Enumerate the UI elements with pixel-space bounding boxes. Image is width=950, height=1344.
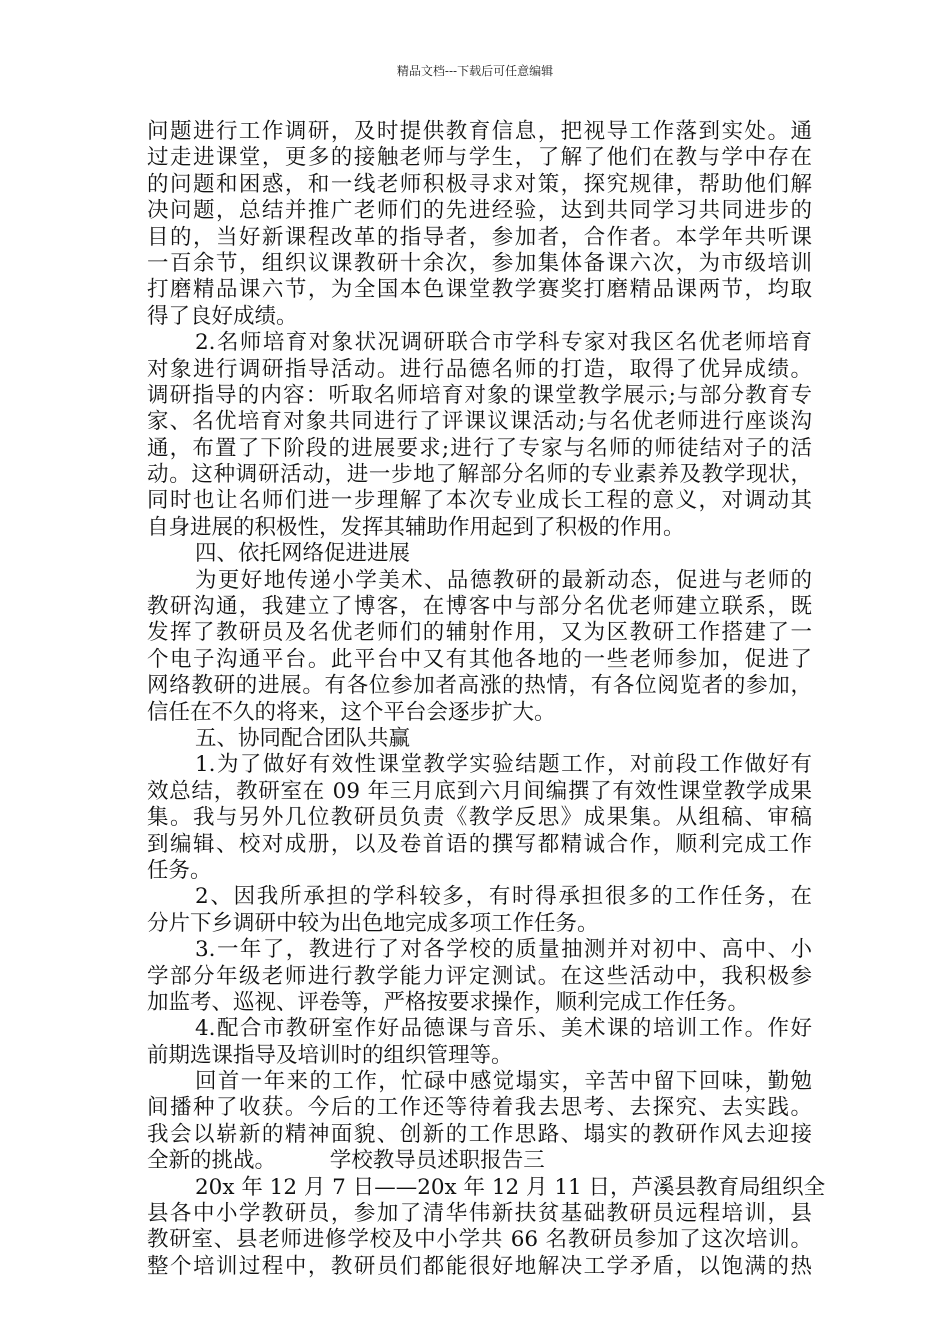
text-line: 的问题和困惑，和一线老师积极寻求对策，探究规律，帮助他们解 [147, 171, 812, 197]
text-line: 间播种了收获。今后的工作还等待着我去思考、去探究、去实践。 [147, 1095, 812, 1121]
text-line: 对象进行调研指导活动。进行品德名师的打造，取得了优异成绩。 [147, 356, 812, 382]
text-line: 调研指导的内容：听取名师培育对象的课堂教学展示;与部分教育专 [147, 382, 812, 408]
text-line: 教研室、县老师进修学校及中小学共 66 名教研员参加了这次培训。 [147, 1227, 812, 1253]
text-line: 任务。 [147, 857, 212, 883]
text-line: 集。我与另外几位教研员负责《教学反思》成果集。从组稿、审稿 [147, 805, 812, 831]
text-line: 到编辑、校对成册，以及卷首语的撰写都精诚合作，顺利完成工作 [147, 831, 812, 857]
text-line: 20x 年 12 月 7 日——20x 年 12 月 11 日，芦溪县教育局组织全 [195, 1174, 826, 1200]
page-header: 精品文档---下载后可任意编辑 [396, 64, 554, 78]
text-line: 一百余节，组织议课教研十余次，参加集体备课六次，为市级培训 [147, 250, 812, 276]
text-line: 通，布置了下阶段的进展要求;进行了专家与名师的师徒结对子的活 [147, 435, 812, 461]
text-line: 1.为了做好有效性课堂教学实验结题工作，对前段工作做好有 [195, 752, 812, 778]
text-line: 过走进课堂，更多的接触老师与学生，了解了他们在教与学中存在 [147, 145, 812, 171]
text-line: 整个培训过程中，教研员们都能很好地解决工学矛盾，以饱满的热 [147, 1253, 812, 1279]
text-line: 个电子沟通平台。此平台中又有其他各地的一些老师参加，促进了 [147, 646, 812, 672]
text-line: 学部分年级老师进行教学能力评定测试。在这些活动中，我积极参 [147, 963, 812, 989]
text-line: 问题进行工作调研，及时提供教育信息，把视导工作落到实处。通 [147, 119, 812, 144]
text-line: 家、名优培育对象共同进行了评课议课活动;与名优老师进行座谈沟 [147, 409, 812, 435]
text-line: 分片下乡调研中较为出色地完成多项工作任务。 [147, 910, 599, 936]
text-line: 效总结，教研室在 09 年三月底到六月间编撰了有效性课堂教学成果 [147, 778, 812, 804]
text-line: 全新的挑战。 学校教导员述职报告三 [147, 1148, 545, 1174]
text-line: 我会以崭新的精神面貌、创新的工作思路、塌实的教研作风去迎接 [147, 1121, 812, 1147]
text-line: 发挥了教研员及名优老师们的辅射作用，又为区教研工作搭建了一 [147, 620, 812, 646]
text-line: 动。这种调研活动，进一步地了解部分名师的专业素养及教学现状， [147, 462, 812, 488]
text-line: 网络教研的进展。有各位参加者高涨的热情，有各位阅览者的参加， [147, 673, 812, 699]
text-line: 加监考、巡视、评卷等，严格按要求操作，顺利完成工作任务。 [147, 989, 750, 1015]
text-line: 信任在不久的将来，这个平台会逐步扩大。 [147, 699, 556, 725]
text-line: 前期选课指导及培训时的组织管理等。 [147, 1042, 513, 1068]
text-line: 自身进展的积极性，发挥其辅助作用起到了积极的作用。 [147, 514, 685, 540]
text-line: 3.一年了，教进行了对各学校的质量抽测并对初中、高中、小 [195, 937, 812, 963]
text-line: 回首一年来的工作，忙碌中感觉塌实，辛苦中留下回味，勤勉 [195, 1069, 812, 1095]
text-line: 2.名师培育对象状况调研联合市学科专家对我区名优老师培育 [195, 330, 812, 356]
text-line: 四、依托网络促进进展 [195, 541, 411, 567]
text-line: 得了良好成绩。 [147, 303, 298, 329]
text-line: 2、因我所承担的学科较多，有时得承担很多的工作任务，在 [195, 884, 812, 910]
text-line: 县各中小学教研员，参加了清华伟新扶贫基础教研员远程培训，县 [147, 1201, 812, 1227]
text-line: 同时也让名师们进一步理解了本次专业成长工程的意义，对调动其 [147, 488, 812, 514]
text-line: 4.配合市教研室作好品德课与音乐、美术课的培训工作。作好 [195, 1016, 812, 1042]
text-line: 五、协同配合团队共赢 [195, 725, 411, 751]
text-line: 目的，当好新课程改革的指导者，参加者，合作者。本学年共听课 [147, 224, 812, 250]
document-body [147, 119, 826, 1280]
text-line: 为更好地传递小学美术、品德教研的最新动态，促进与老师的 [195, 567, 812, 593]
text-line: 教研沟通，我建立了博客，在博客中与部分名优老师建立联系，既 [147, 594, 812, 620]
text-line: 打磨精品课六节，为全国本色课堂教学赛奖打磨精品课两节，均取 [147, 277, 812, 303]
text-line: 决问题，总结并推广老师们的先进经验，达到共同学习共同进步的 [147, 198, 812, 224]
